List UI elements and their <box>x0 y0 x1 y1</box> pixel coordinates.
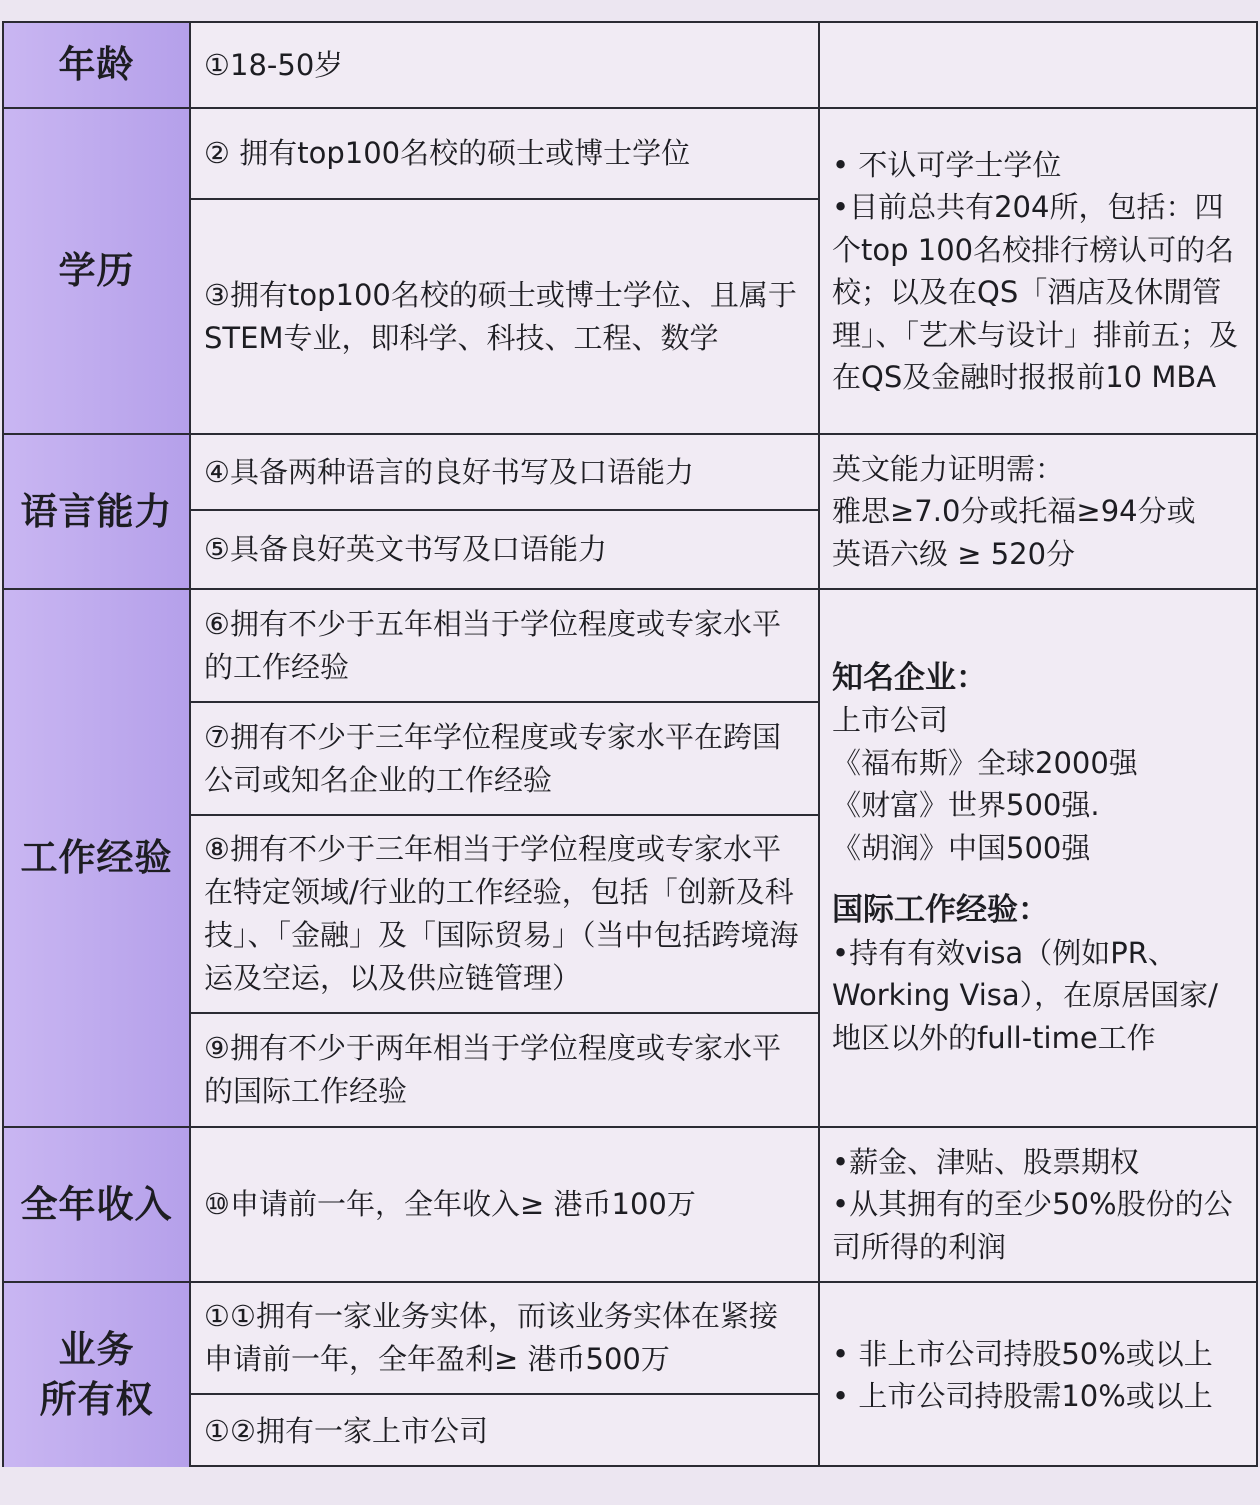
requirement-item: ④具备两种语言的良好书写及口语能力 <box>191 435 818 511</box>
spacer <box>832 869 1244 889</box>
note-line: 雅思≥7.0分或托福≥94分或 <box>832 494 1196 529</box>
requirement-item: ①18-50岁 <box>204 47 344 82</box>
requirements-age <box>191 23 820 109</box>
notes-annual-income <box>820 1128 1256 1283</box>
note-line: 上市公司 <box>832 703 949 738</box>
requirement-item: ⑥拥有不少于五年相当于学位程度或专家水平的工作经验 <box>191 590 818 703</box>
category-age: 年龄 <box>4 23 191 109</box>
notes-age <box>820 23 1256 109</box>
note-line: 英语六级 ≥ 520分 <box>832 536 1076 571</box>
note-heading: 知名企业： <box>832 659 987 696</box>
note-line: 《财富》世界500强. <box>832 788 1100 823</box>
note-line: • 上市公司持股需10%或以上 <box>832 1379 1213 1413</box>
requirement-item: ⑩申请前一年，全年收入≥ 港币100万 <box>204 1187 696 1221</box>
notes-business-ownership <box>820 1283 1256 1467</box>
requirement-item: ⑧拥有不少于三年相当于学位程度或专家水平在特定领域/行业的工作经验，包括「创新及科技」、「金融」及「国际贸易」（当中包括跨境海运及空运，以及供应链管理） <box>191 816 818 1014</box>
category-education: 学历 <box>4 109 191 435</box>
note-line: •目前总共有204所，包括：四个top 100名校排行榜认可的名校；以及在QS「酒店及休閒管理」、「艺术与设计」排前五；及在QS及金融时报报前10 MBA <box>832 190 1239 394</box>
note-line: 《福布斯》全球2000强 <box>832 745 1138 780</box>
note-line: •从其拥有的至少50%股份的公司所得的利润 <box>832 1187 1233 1264</box>
category-business-ownership: 业务 所有权 <box>4 1283 191 1467</box>
notes-education <box>820 109 1256 435</box>
requirements-annual-income <box>191 1128 820 1283</box>
notes-work-experience <box>820 590 1256 1128</box>
requirements-business-ownership <box>191 1283 820 1467</box>
criteria-table <box>2 21 1258 1467</box>
requirement-item: ⑦拥有不少于三年学位程度或专家水平在跨国公司或知名企业的工作经验 <box>191 703 818 816</box>
note-line: 《胡润》中国500强 <box>832 830 1091 865</box>
requirement-item: ①①拥有一家业务实体，而该业务实体在紧接申请前一年，全年盈利≥ 港币500万 <box>191 1283 818 1395</box>
requirement-item: ①②拥有一家上市公司 <box>204 1413 488 1448</box>
requirement-item: ⑨拥有不少于两年相当于学位程度或专家水平的国际工作经验 <box>204 1031 781 1108</box>
requirements-education <box>191 109 820 435</box>
requirements-language <box>191 435 820 590</box>
note-line: •持有有效visa（例如PR、Working Visa），在原居国家/地区以外的full-time工作 <box>832 935 1218 1055</box>
requirement-item: ③拥有top100名校的硕士或博士学位、且属于STEM专业，即科学、科技、工程、数学 <box>204 277 797 355</box>
requirement-item: ⑤具备良好英文书写及口语能力 <box>204 532 607 566</box>
requirement-item: ② 拥有top100名校的硕士或博士学位 <box>191 109 818 200</box>
note-line: • 不认可学士学位 <box>832 147 1062 182</box>
requirements-work-experience <box>191 590 820 1128</box>
note-line: •薪金、津贴、股票期权 <box>832 1144 1140 1179</box>
notes-language <box>820 435 1256 590</box>
category-work-experience: 工作经验 <box>4 590 191 1128</box>
category-language: 语言能力 <box>4 435 191 590</box>
note-line: 英文能力证明需： <box>832 451 1065 486</box>
note-line: • 非上市公司持股50%或以上 <box>832 1336 1213 1371</box>
category-annual-income: 全年收入 <box>4 1128 191 1283</box>
note-heading: 国际工作经验： <box>832 892 1049 929</box>
